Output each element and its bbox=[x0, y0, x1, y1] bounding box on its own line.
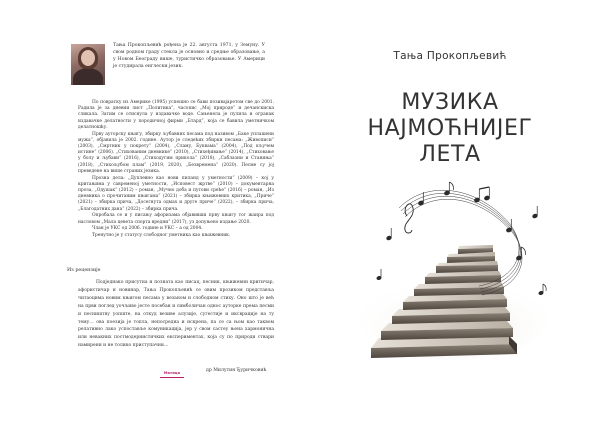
review-text bbox=[78, 279, 274, 350]
title-line: НАЈМОЋНИЈЕГ bbox=[367, 116, 533, 141]
paragraph: Члан је УКС од 2006. године и УКС – а од 2004. bbox=[92, 226, 203, 232]
paragraph: Опробала се и у писању афоризама објавивши прву књигу тог жанра под насловом „Мала цевета спорта вредни“ (2017), уз допуњено издање 2020. bbox=[78, 213, 274, 225]
author-bio: Тања Прокопљевић рођена је 22. августа 1971, у Земуну. У свом родном граду стекла је основно и средње образовање, а у Новом Београду више, туристичко образовање. У Америци је студирала енглески језик. bbox=[113, 43, 265, 70]
reviewer-signature: др Милутин Ђуричковић bbox=[206, 368, 267, 373]
review-heading: Из рецензије bbox=[67, 268, 101, 273]
author-photo bbox=[71, 44, 105, 85]
paragraph: По повратку из Америке (1995) успешно се бави позивајаретом све до 2001. Радила је за дневни лист „Политика“, часопис „Мој природе“ и дечанскиска сликала. Затим се отиснула у издавачке воде. Сањенела је пулила и огранак издавачке делатности у породичној фирми „Бтард“, која се бавила уметничком делатношћу. bbox=[78, 100, 274, 130]
title-line: МУЗИКА bbox=[401, 90, 499, 115]
paragraph: Тренутно је у статусу слободног уметника као књижевник. bbox=[92, 233, 231, 239]
author-biography-text bbox=[78, 100, 274, 240]
front-cover bbox=[300, 0, 600, 429]
paragraph: Подједнако присутна и позната као писац, песник, књижевни критичар, афористичар и новинар, Тања Прокопљевић се овим прозиком представља читаоцима новим књигом песама у везаном и слободном стиху. Оно што је већ на први поглед уочљиво јесте посебан и симболичан однос ауторке према песми и песништву уопште, на откуд везиве алузије, сугестије и иксврације на ту тему… ова поезија је топла, непосредна и искрена, па се са њом као таквом релативно лако успоставље комуникација, јер у свом састеу њена хармонична или невакних постмодернистичких експериментах, која су по природи ствари намирени и не толико приступачни… bbox=[78, 280, 274, 349]
cover-author: Тања Прокопљевић bbox=[393, 50, 507, 62]
publisher-logo: Матица bbox=[160, 368, 184, 378]
book-title bbox=[300, 90, 600, 168]
paragraph: Прву ауторску књигу, збирку љубавних песама под називом „Баке уплашени мужа“, објавила је 2002. године. Аутор је следећих збирки песама: „Живописи“ (2003), „Смртник у покрету“ (2004), „Сламу, Буквама“ (2004), „Под кључем истине“ (2006), „Стихованим дневнике“ (2010), „Стихеђивање“ (2014), „Стиховање у болу и љубави“ (2016), „Стиходугим прикола“ (2018), „Саблазни и Станиња“ (2018), „Стихољубом плам“ (2019, 2020), „Безвремена“ (2020). Песме су јој преведене на више страних језика. bbox=[78, 131, 274, 174]
stairs-music-notes-illustration bbox=[359, 168, 553, 360]
paragraph: Прозна дела: „Дуплевно као нови пиланд у уметности“ (2009) – кој у критањима у савременој уметности, „Исповест жртве“ (2010) – документарна проза, „Одушак“ (2012) – роман, „Мучно доба и путови среће“ (2016) – роман, „Из дневника о прочитаним књигама“ (2021) – збирка књижевних критика, „Приче“ (2021) – збирка прича, „Досегнута одмах и друге приче“ (2022), – збирка прича, „Благодатних дана“ (2022) – збирка прича. bbox=[78, 175, 274, 212]
title-line: ЛЕТА bbox=[419, 142, 481, 167]
